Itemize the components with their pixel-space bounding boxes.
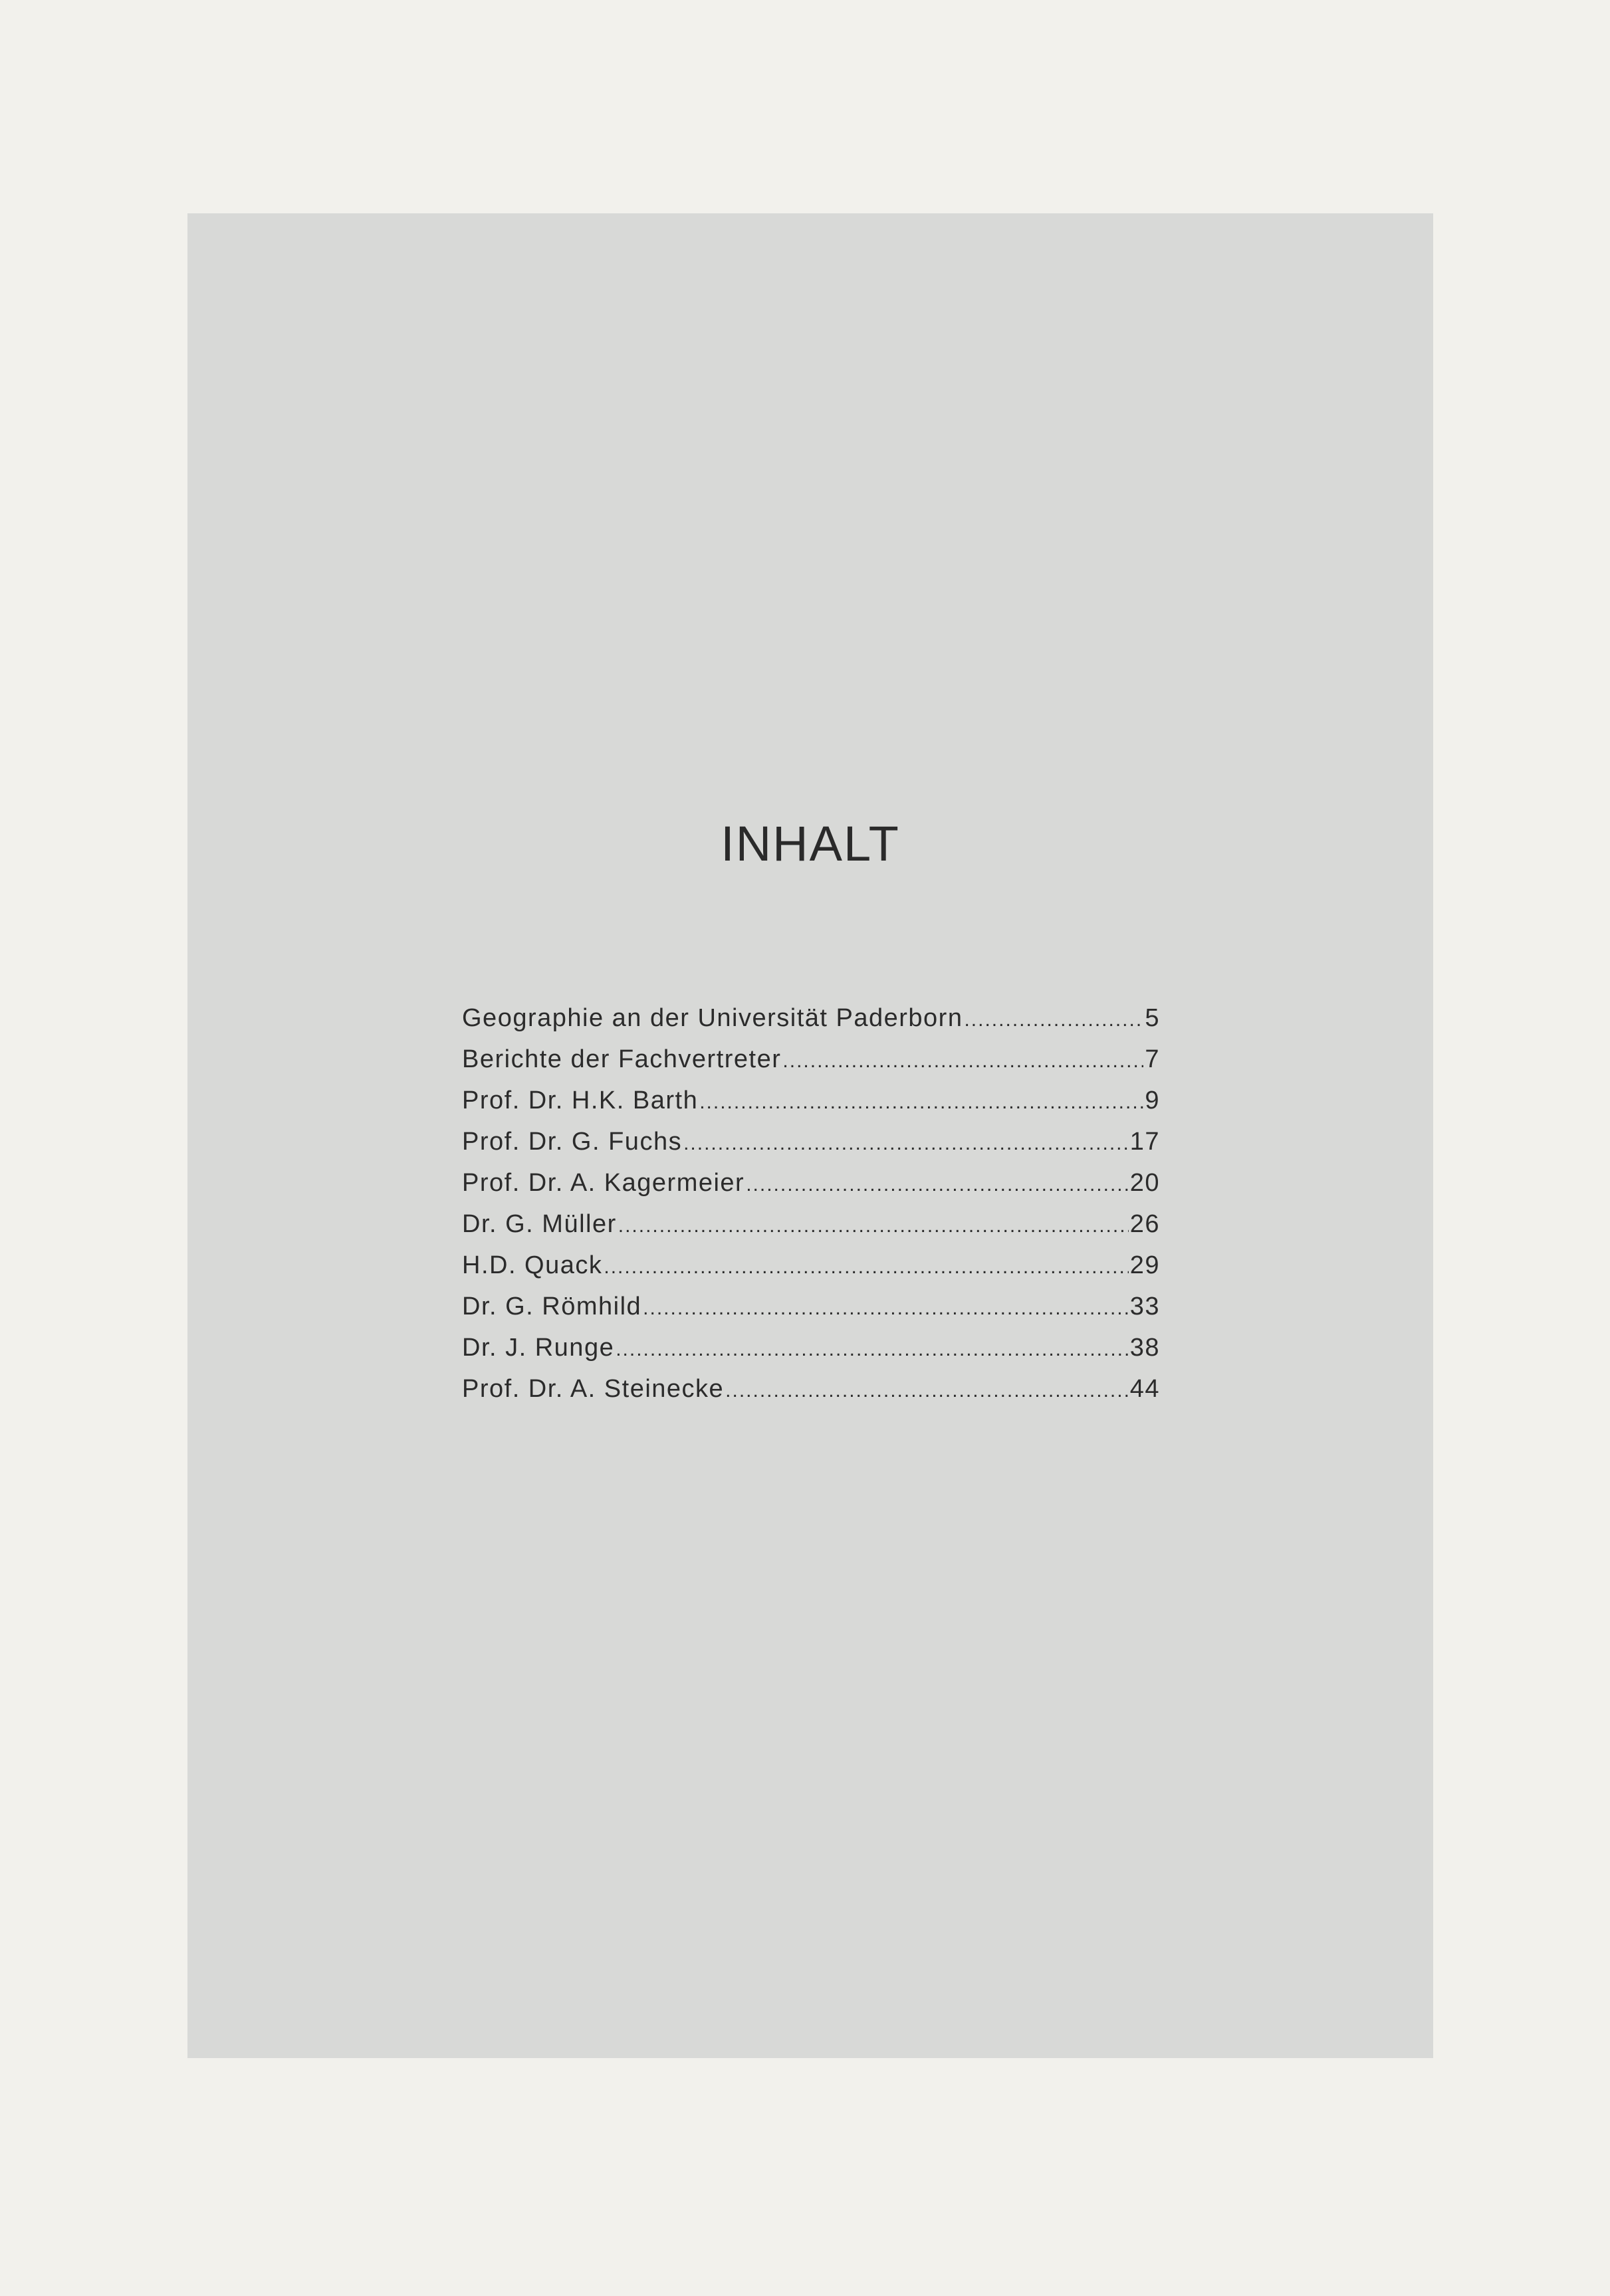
toc-entry-label: Dr. G. Müller: [462, 1210, 617, 1238]
toc-entry-label: Dr. J. Runge: [462, 1334, 615, 1362]
toc-entry-page: 5: [1145, 1004, 1160, 1032]
toc-entry-page: 44: [1129, 1375, 1160, 1403]
dot-leader: [746, 1174, 1129, 1196]
toc-entry: [462, 1045, 1160, 1087]
toc-entry-page: 20: [1129, 1169, 1160, 1197]
dot-leader: [683, 1132, 1129, 1155]
dot-leader: [618, 1215, 1129, 1237]
dot-leader: [643, 1297, 1129, 1320]
toc-entry: [462, 1004, 1160, 1045]
toc-entry-page: 29: [1129, 1251, 1160, 1279]
toc-entry-page: 26: [1129, 1210, 1160, 1238]
toc-entry-label: Prof. Dr. A. Kagermeier: [462, 1169, 745, 1197]
toc-entry: [462, 1210, 1160, 1251]
toc-entry: [462, 1251, 1160, 1293]
toc-entry-page: 17: [1129, 1128, 1160, 1156]
toc-entry: [462, 1293, 1160, 1334]
dot-leader: [964, 1009, 1143, 1031]
toc-entry-label: Geographie an der Universität Paderborn: [462, 1004, 963, 1032]
toc-entry-page: 38: [1129, 1334, 1160, 1362]
toc-entry: [462, 1334, 1160, 1375]
toc-entry-label: Prof. Dr. H.K. Barth: [462, 1087, 699, 1114]
toc-entry-label: H.D. Quack: [462, 1251, 603, 1279]
toc-entry-page: 9: [1145, 1087, 1160, 1114]
toc-entry: [462, 1375, 1160, 1416]
dot-leader: [616, 1338, 1129, 1361]
content-panel: [187, 213, 1433, 2058]
toc-entry: [462, 1128, 1160, 1169]
toc-entry-label: Prof. Dr. G. Fuchs: [462, 1128, 683, 1156]
dot-leader: [782, 1050, 1143, 1073]
toc-entry-label: Berichte der Fachvertreter: [462, 1045, 782, 1073]
toc-entry-label: Prof. Dr. A. Steinecke: [462, 1375, 725, 1403]
toc-entry-page: 33: [1129, 1293, 1160, 1320]
toc-entry-page: 7: [1145, 1045, 1160, 1073]
dot-leader: [604, 1256, 1128, 1279]
toc-entry: [462, 1087, 1160, 1128]
dot-leader: [725, 1380, 1129, 1402]
table-of-contents: [462, 1004, 1160, 1416]
dot-leader: [699, 1091, 1143, 1114]
toc-entry-label: Dr. G. Römhild: [462, 1293, 642, 1320]
page-title: INHALT: [721, 816, 900, 871]
toc-entry: [462, 1169, 1160, 1210]
